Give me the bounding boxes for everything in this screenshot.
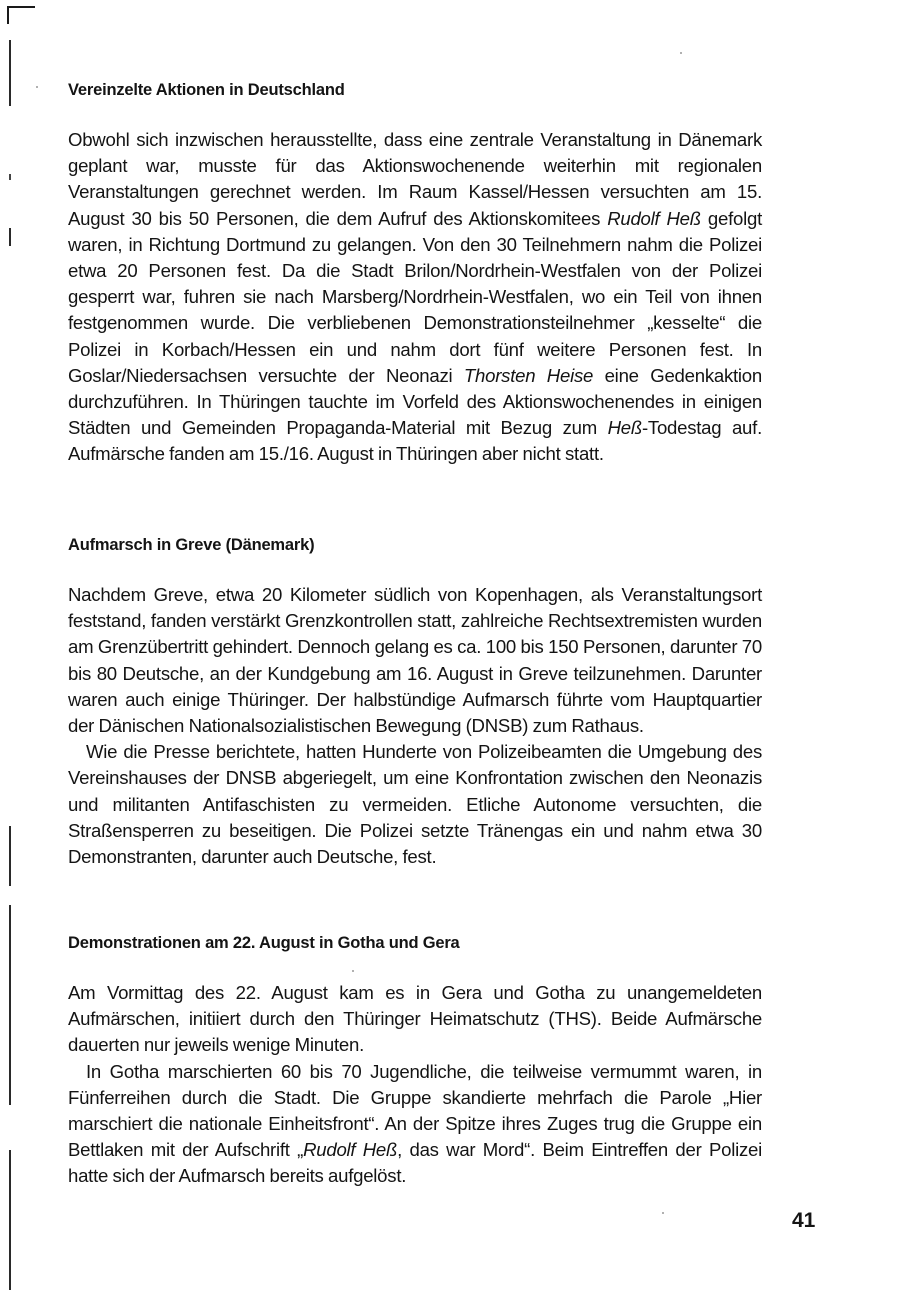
- paragraph-text: eine Gedenkaktion durchzuführen. In Thüringen tauchte im Vorfeld des Aktionswochenendes in einigen Städten und Gemeinden Propaganda-Material mit Bezug zum: [68, 364, 762, 439]
- section-heading: Demonstrationen am 22. August in Gotha und Gera: [68, 934, 460, 952]
- italic-name-text: Rudolf Heß: [607, 207, 701, 229]
- paragraph-text: Wie die Presse berichtete, hatten Hunderte von Polizeibeamten die Umgebung des Vereinshauses der DNSB abgeriegelt, um eine Konfrontation zwischen den Neonazis und militanten Antifaschisten zu vermeiden. Etliche Autonome versuchten, die Straßensperren zu beseitigen. Die Polizei setzte Tränengas ein und nahm etwa 30 Demonstranten, darunter auch Deutsche, fest.: [68, 741, 762, 868]
- paragraph-text: Nachdem Greve, etwa 20 Kilometer südlich von Kopenhagen, als Veranstaltungsort feststand, fanden verstärkt Grenzkontrollen statt, zahlreiche Rechtsextremisten wurden am Grenzübertritt gehindert. Dennoch gelang es ca. 100 bis 150 Personen, darunter 70 bis 80 Deutsche, an der Kundgebung am 16. August in Greve teilzunehmen. Darunter waren auch einige Thüringer. Der halbstündige Aufmarsch führte vom Hauptquartier der Dänischen Nationalsozialistischen Bewegung (DNSB) zum Rathaus.: [68, 584, 762, 737]
- paragraph-text: In Gotha marschierten 60 bis 70 Jugendliche, die teilweise vermummt waren, in Fünferreihen durch die Stadt. Die Gruppe skandierte mehrfach die Parole „Hier marschiert die nationale Einheitsfront“. An der Spitze ihres Zuges trug die Gruppe ein Bettlaken mit der Aufschrift „: [68, 1060, 762, 1161]
- scan-speck: [662, 1212, 664, 1214]
- section-paragraph: [68, 739, 762, 870]
- italic-name-text: Thorsten Heise: [463, 364, 594, 386]
- italic-name-text: Heß: [607, 417, 642, 439]
- scan-edge-line: [9, 1150, 11, 1290]
- section-demonstrationen-gotha-gera: [68, 932, 762, 1190]
- paragraph-text: , das war Mord“. Beim Eintreffen der Polizei hatte sich der Aufmarsch bereits aufgelöst.: [68, 1139, 762, 1187]
- scan-edge-line: [9, 905, 11, 1105]
- section-paragraph: [68, 980, 762, 1059]
- section-heading: Aufmarsch in Greve (Dänemark): [68, 536, 315, 554]
- paragraph-text: Obwohl sich inzwischen herausstellte, dass eine zentrale Veranstaltung in Dänemark geplant war, musste für das Aktionswochenende weiterhin mit regionalen Veranstaltungen gerechnet werden. Im Raum Kassel/Hessen versuchten am 15. August 30 bis 50 Personen, die dem Aufruf des Aktionskomitees: [68, 129, 762, 229]
- scan-speck: [680, 52, 682, 54]
- page-number: 41: [792, 1209, 816, 1232]
- scan-edge-dot: [9, 174, 11, 180]
- paragraph-text: Am Vormittag des 22. August kam es in Gera und Gotha zu unangemeldeten Aufmärschen, initiiert durch den Thüringer Heimatschutz (THS). Beide Aufmärsche dauerten nur jeweils wenige Minuten.: [68, 982, 762, 1056]
- paragraph-text: gefolgt waren, in Richtung Dortmund zu gelangen. Von den 30 Teilnehmern nahm die Polizei etwa 20 Personen fest. Da die Stadt Brilon/Nordrhein-Westfalen von der Polizei gesperrt war, fuhren sie nach Marsberg/Nordrhein-Westfalen, wo ein Teil von ihnen festgenommen wurde. Die verbliebenen Demonstrationsteilnehmer „kesselte“ die Polizei in Korbach/Hessen ein und nahm dort fünf weitere Personen fest. In Goslar/Niedersachsen versuchte der Neonazi: [68, 207, 763, 386]
- section-aufmarsch-greve: [68, 534, 762, 870]
- section-heading: Vereinzelte Aktionen in Deutschland: [68, 81, 345, 99]
- italic-name-text: Rudolf Heß: [303, 1139, 398, 1161]
- section-vereinzelte-aktionen: [68, 79, 762, 468]
- scan-corner-mark: [7, 6, 35, 24]
- section-paragraph: [68, 1059, 762, 1190]
- section-paragraph: [68, 127, 762, 468]
- scan-edge-line: [9, 826, 11, 886]
- scan-edge-line: [9, 228, 11, 246]
- section-paragraph: [68, 582, 762, 739]
- scan-edge-line: [9, 40, 11, 106]
- scan-speck: [36, 86, 38, 88]
- paragraph-text: -Todestag auf. Aufmärsche fanden am 15./16. August in Thüringen aber nicht statt.: [68, 417, 762, 465]
